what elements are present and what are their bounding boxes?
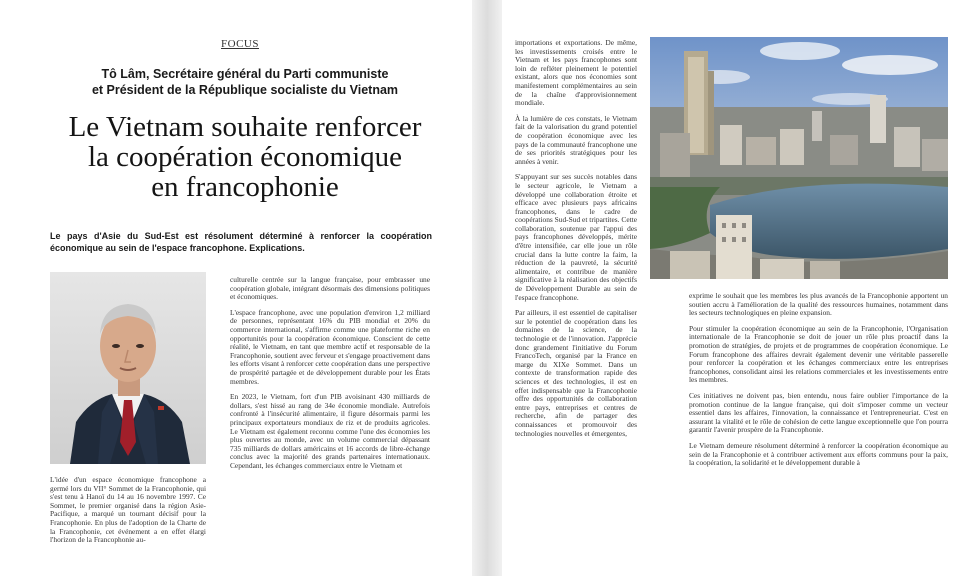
author-line-2: et Président de la République socialiste du Vietnam bbox=[91, 83, 399, 97]
right-col1-paragraph-3: S'appuyant sur ses succès notables dans le secteur agricole, le Vietnam a développé une collaboration étroite et efficace avec plusieurs pays africains francophones, dans le cadre de coopérations Sud-Sud et tripartites. Cette collaboration, soutenue par l'appui des pays francophones développés, mérite d'être intensifiée, car elle joue un rôle crucial dans la lutte contre la faim, la réduction de la pauvreté, la sécurité alimentaire, et contribue de manière significative à la réalisation des objectifs de Développement Durable au sein de l'espace francophone. bbox=[515, 172, 637, 302]
page-gutter bbox=[472, 0, 502, 576]
right-col-2 bbox=[689, 292, 948, 475]
right-col1-paragraph-2: À la lumière de ces constats, le Vietnam fait de la valorisation du grand potentiel de coopération économique avec les pays de la communauté francophone une de ses priorités stratégiques pour les années à venir. bbox=[515, 113, 637, 166]
left-col2-paragraph-3: En 2023, le Vietnam, fort d'un PIB avoisinant 430 milliards de dollars, s'est hissé au rang de 34e économie mondiale. Autrefois confronté à l'insécurité alimentaire, il figure désormais parmi les principaux exportateurs mondiaux de riz et de produits agricoles. Le Vietnam est également reconnu comme l'une des économies les plus ouvertes au monde, avec un volume commercial dépassant 735 milliards de dollars américains et 16 accords de libre-échange conclus avec la majorité des grands partenaires internationaux. Cependant, les échanges commerciaux entre le Vietnam et bbox=[230, 392, 430, 470]
right-col2-paragraph-2: Pour stimuler la coopération économique au sein de la Francophonie, l'Organisation internationale de la Francophonie se doit de jouer un rôle plus proactif dans la promotion de stratégies, de projets et de programmes de coopération économique. Le Forum francophone des affaires devrait également devenir une véritable passerelle pour renforcer la coopération et les échanges commerciaux entre les entreprises francophones, consolidant ainsi les relations commerciales et les investissements entre les membres. bbox=[689, 323, 948, 385]
portrait-photo bbox=[50, 272, 206, 464]
left-col2-paragraph-1: culturelle centrée sur la langue française, pour embrasser une coopération globale, intégrant désormais des dimensions politiques et économiques. bbox=[230, 275, 430, 302]
right-col1-paragraph-4: Par ailleurs, il est essentiel de capitaliser sur le potentiel de coopération dans les domaines de la science, de la technologie et de l'innovation. J'apprécie donc grandement l'initiative du Forum FrancoTech, organisé par la France en marge du XIXe Sommet. Dans un contexte de transformation rapide des sciences et des technologies, il est en effet indispensable que la Francophonie offre des opportunités de collaboration entre pays, entreprises et centres de recherche, afin de partager des connaissances et promouvoir des technologies nouvelles et émergentes, bbox=[515, 308, 637, 438]
author-line-1: Tô Lâm, Secrétaire général du Parti communiste bbox=[101, 67, 389, 81]
left-col1-paragraph: L'idée d'un espace économique francophone a germé lors du VII° Sommet de la Francophonie, qui s'est tenu à Hanoï du 14 au 16 novembre 1997. Ce Sommet, le premier organisé dans la région Asie-Pacifique, a marqué un tournant décisif pour la Francophonie. En plus de l'adoption de la Charte de la Francophonie, cet événement a en effet élargi l'horizon de la Francophonie au- bbox=[50, 475, 206, 545]
right-col2-paragraph-1: exprime le souhait que les membres les plus avancés de la Francophonie apportent un soutien accru à l'amélioration de la qualité des ressources humaines, notamment dans les secteurs technologiques en pleine expansion. bbox=[689, 291, 948, 318]
title-line-3: en francophonie bbox=[151, 171, 339, 203]
right-col1-paragraph-1: importations et exportations. De même, les investissements croisés entre le Vietnam et les pays francophones sont loin de refléter pleinement le potentiel existant, alors que nos économies sont manifestement complémentaires au sein de la chaîne d'approvisionnement mondiale. bbox=[515, 38, 637, 108]
title-line-2: la coopération économique bbox=[87, 141, 403, 173]
title-line-1: Le Vietnam souhaite renforcer bbox=[68, 111, 422, 143]
left-col2-paragraph-2: L'espace francophone, avec une population d'environ 1,2 milliard de personnes, représentant 16% du PIB mondial et 20% du commerce international, s'affirme comme une plateforme riche en opportunités pour la coopération économique. Conscient de cette réalité, le Vietnam, en tant que membre actif et responsable de la Francophonie, soutient avec ferveur et s'engage proactivement dans les efforts visant à renforcer cette coopération dans une perspective de prospérité partagée et de développement durable pour les États membres. bbox=[230, 307, 430, 386]
portrait-illustration bbox=[50, 272, 206, 464]
left-col-2 bbox=[230, 276, 430, 477]
author-heading bbox=[40, 66, 450, 98]
hanoi-city-photo bbox=[650, 37, 948, 279]
right-col2-paragraph-3: Ces initiatives ne doivent pas, bien entendu, nous faire oublier l'importance de la promotion continue de la langue française, qui doit s'imposer comme un vecteur essentiel dans les affaires, l'innovation, la connaissance et l'entrepreneuriat. C'est en assurant la vitalité et le rôle de cohésion de cette langue exceptionnelle que l'on pourra garantir l'avenir prospère de la Francophonie. bbox=[689, 390, 948, 435]
city-skyline-illustration bbox=[650, 37, 948, 279]
article-lede: Le pays d'Asie du Sud-Est est résolument déterminé à renforcer la coopération économique au sein de l'espace francophone. Explications. bbox=[50, 231, 432, 253]
left-col-1 bbox=[50, 476, 206, 552]
section-label: FOCUS bbox=[221, 38, 259, 50]
right-col-1 bbox=[515, 39, 637, 445]
right-col2-paragraph-4: Le Vietnam demeure résolument déterminé à renforcer la coopération économique au sein de la Francophonie et à contribuer activement aux efforts communs pour la paix, la coopération, la solidarité et le développement durable à bbox=[689, 440, 948, 468]
article-title bbox=[20, 112, 470, 202]
